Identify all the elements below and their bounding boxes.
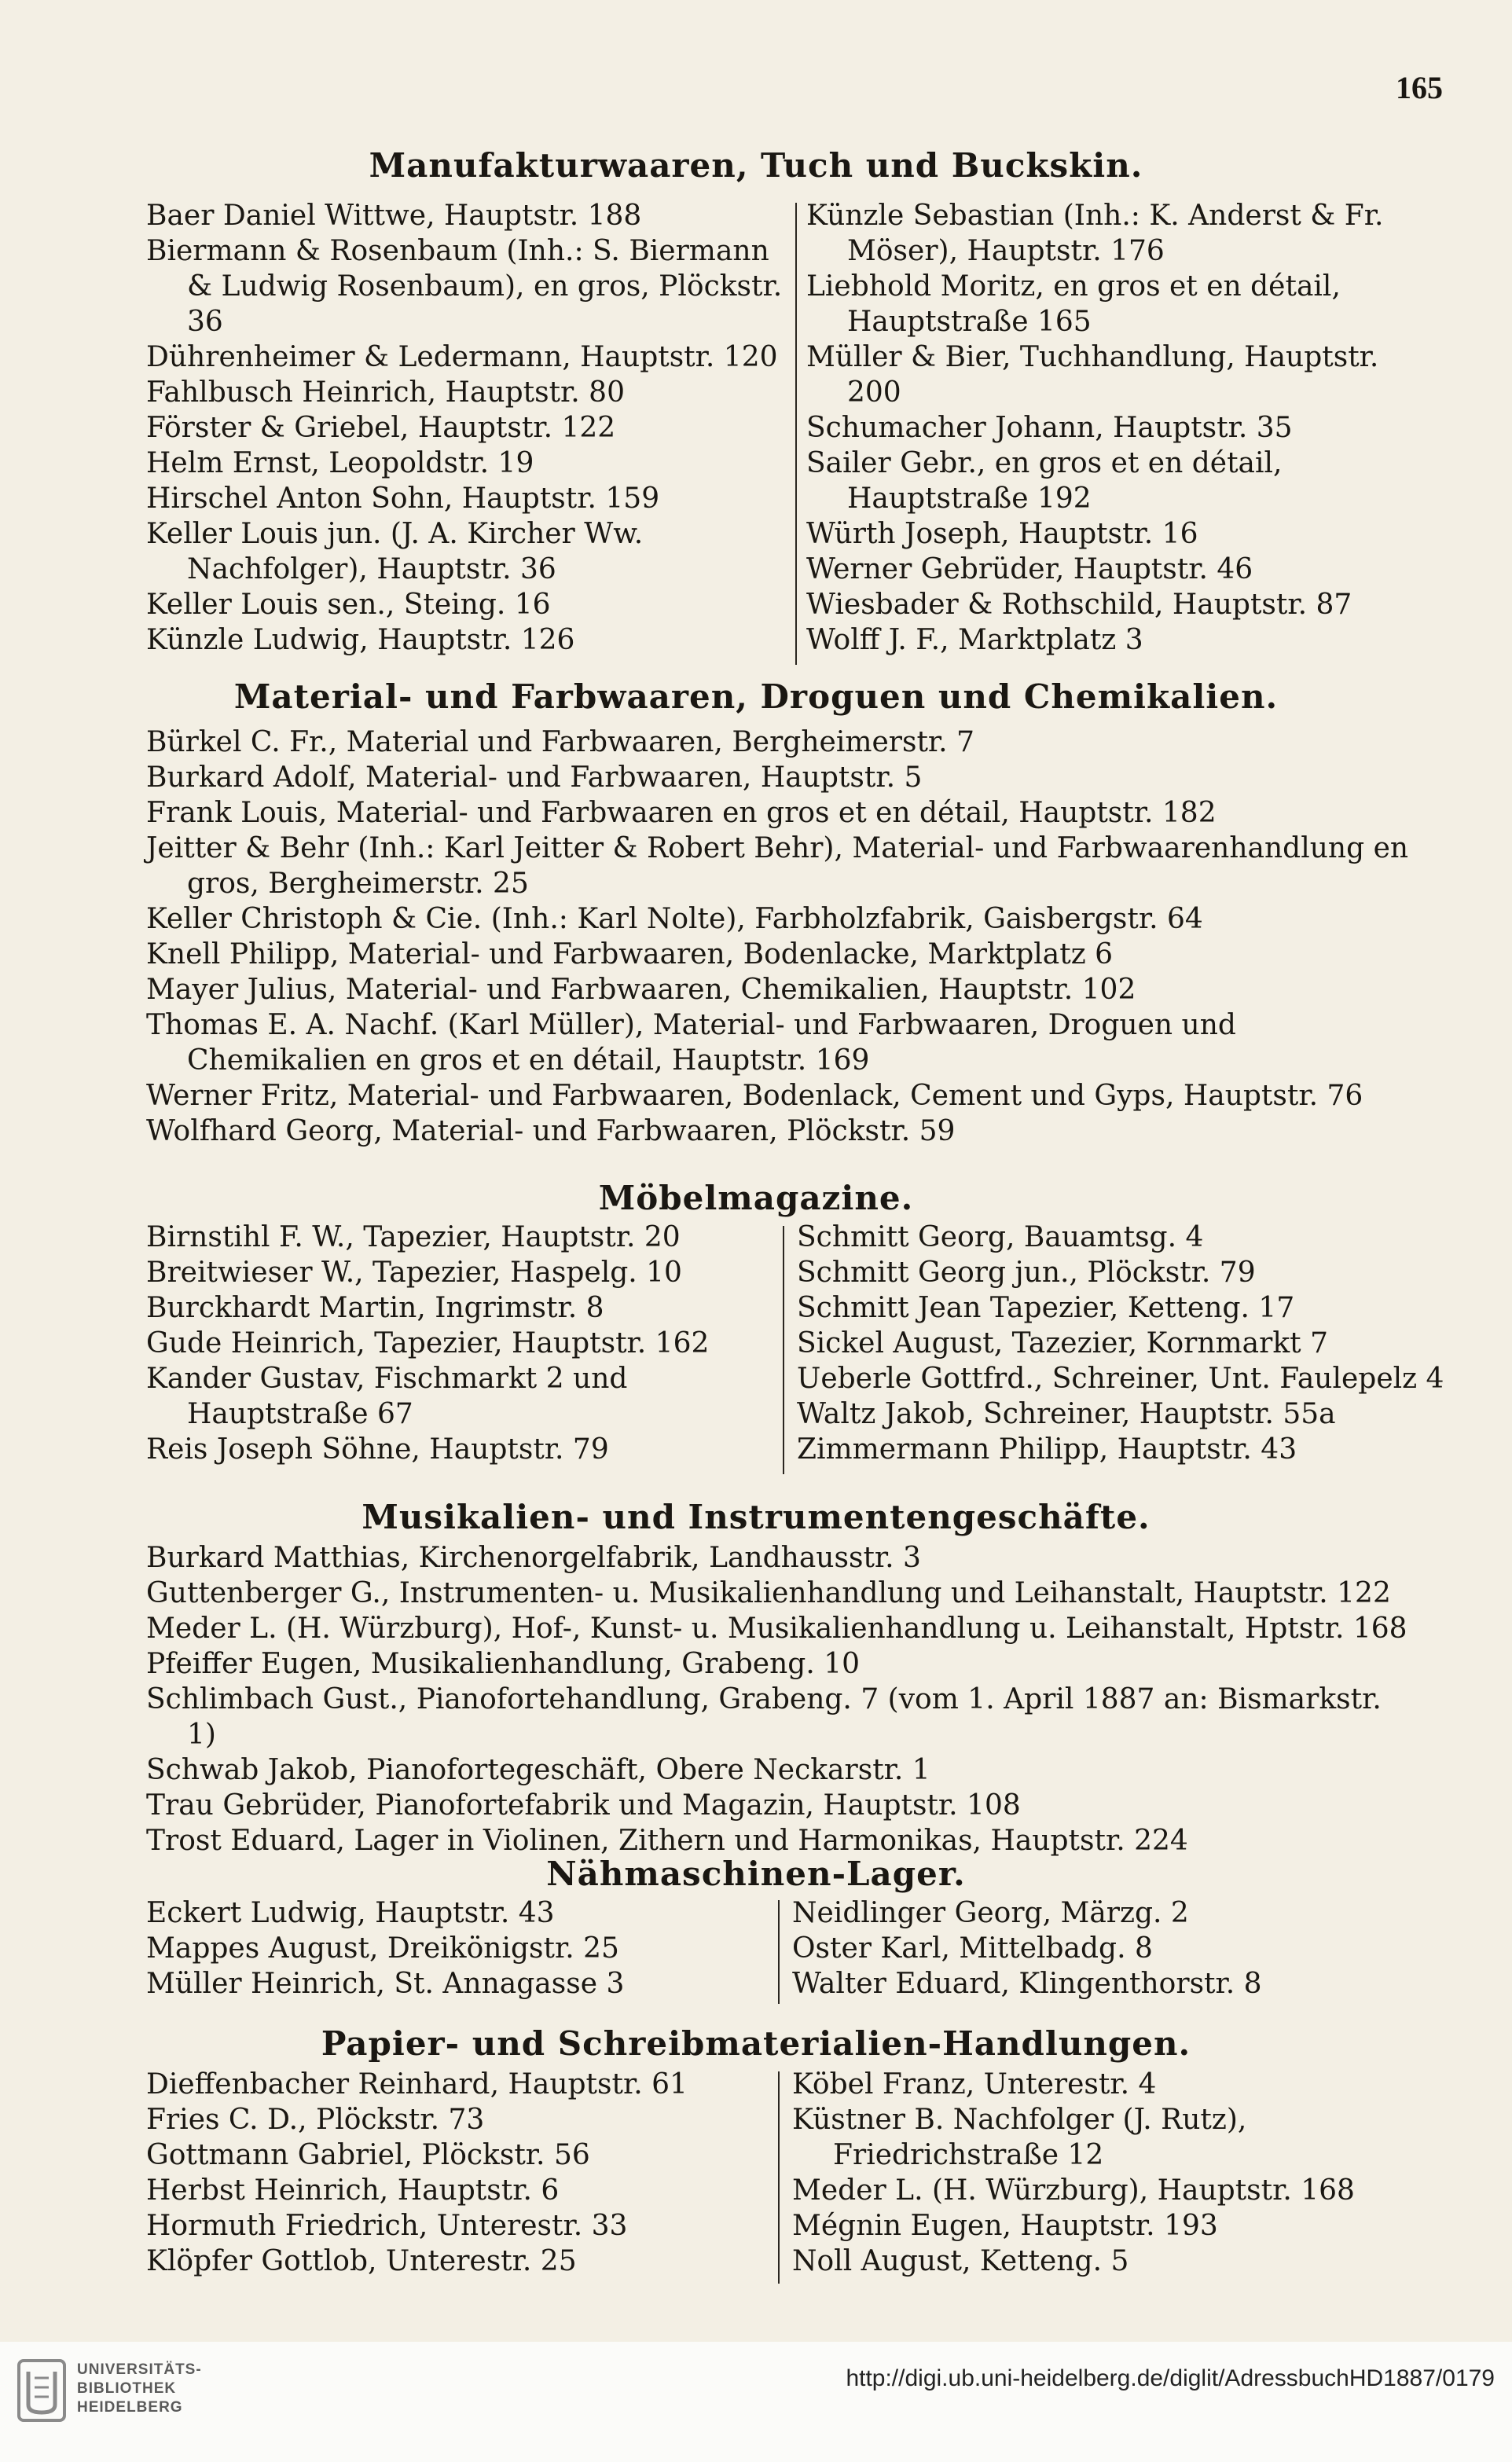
- list-item: Schumacher Johann, Hauptstr. 35: [806, 412, 1293, 444]
- list-item: Werner Fritz, Material- und Farbwaaren, Bodenlack, Cement und Gyps, Hauptstr. 76: [146, 1080, 1363, 1112]
- list-item: Burckhardt Martin, Ingrimstr. 8: [146, 1292, 604, 1324]
- material-list: [146, 725, 1419, 1149]
- list-item: Hirschel Anton Sohn, Hauptstr. 159: [146, 482, 660, 515]
- moebel-left-column: [146, 1220, 775, 1467]
- list-item: Waltz Jakob, Schreiner, Hauptstr. 55a: [797, 1398, 1336, 1430]
- naehmaschinen-right-column: [792, 1895, 1437, 2002]
- list-item: Keller Louis sen., Steing. 16: [146, 589, 551, 621]
- list-item: Baer Daniel Wittwe, Hauptstr. 188: [146, 200, 642, 232]
- list-item: Kander Gustav, Fischmarkt 2 und Hauptstraße 67: [146, 1363, 628, 1430]
- list-item: Schmitt Georg jun., Plöckstr. 79: [797, 1257, 1256, 1289]
- list-item: Meder L. (H. Würzburg), Hauptstr. 168: [792, 2174, 1355, 2207]
- library-name-line3: HEIDELBERG: [77, 2399, 183, 2416]
- column-divider: [795, 203, 797, 665]
- papier-left-column: [146, 2067, 775, 2279]
- list-item: Schmitt Jean Tapezier, Ketteng. 17: [797, 1292, 1295, 1324]
- university-seal-icon: [17, 2359, 66, 2422]
- list-item: Sickel August, Tazezier, Kornmarkt 7: [797, 1327, 1328, 1359]
- list-item: Mappes August, Dreikönigstr. 25: [146, 1932, 619, 1965]
- list-item: Noll August, Ketteng. 5: [792, 2245, 1129, 2277]
- naehmaschinen-left-column: [146, 1895, 775, 2002]
- source-url-link[interactable]: http://digi.ub.uni-heidelberg.de/diglit/AdressbuchHD1887/0179: [846, 2365, 1495, 2391]
- manufaktur-right-column: [806, 198, 1435, 658]
- list-item: Burkard Adolf, Material- und Farbwaaren, Hauptstr. 5: [146, 761, 923, 794]
- list-item: Trost Eduard, Lager in Violinen, Zithern und Harmonikas, Hauptstr. 224: [146, 1825, 1188, 1857]
- list-item: Künzle Sebastian (Inh.: K. Anderst & Fr. Möser), Hauptstr. 176: [806, 200, 1384, 267]
- list-item: Köbel Franz, Unterestr. 4: [792, 2068, 1157, 2101]
- list-item: Müller Heinrich, St. Annagasse 3: [146, 1968, 625, 2000]
- list-item: Förster & Griebel, Hauptstr. 122: [146, 412, 616, 444]
- library-footer: [0, 2342, 1512, 2462]
- list-item: Schlimbach Gust., Pianofortehandlung, Grabeng. 7 (vom 1. April 1887 an: Bismarkstr. 1): [146, 1683, 1382, 1751]
- list-item: Meder L. (H. Würzburg), Hof-, Kunst- u. Musikalienhandlung u. Leihanstalt, Hptstr. 168: [146, 1613, 1407, 1645]
- list-item: Dührenheimer & Ledermann, Hauptstr. 120: [146, 341, 778, 373]
- list-item: Ueberle Gottfrd., Schreiner, Unt. Faulepelz 4: [797, 1363, 1444, 1395]
- list-item: Helm Ernst, Leopoldstr. 19: [146, 447, 534, 479]
- list-item: Neidlinger Georg, Märzg. 2: [792, 1897, 1189, 1929]
- list-item: Birnstihl F. W., Tapezier, Hauptstr. 20: [146, 1221, 681, 1253]
- list-item: Pfeiffer Eugen, Musikalienhandlung, Grabeng. 10: [146, 1648, 861, 1680]
- list-item: Keller Louis jun. (J. A. Kircher Ww. Nachfolger), Hauptstr. 36: [146, 518, 644, 585]
- list-item: Gottmann Gabriel, Plöckstr. 56: [146, 2139, 590, 2171]
- section-title-musik: Musikalien- und Instrumentengeschäfte.: [361, 1498, 1151, 1536]
- list-item: Fahlbusch Heinrich, Hauptstr. 80: [146, 376, 625, 409]
- list-item: Trau Gebrüder, Pianofortefabrik und Magazin, Hauptstr. 108: [146, 1789, 1021, 1822]
- list-item: Würth Joseph, Hauptstr. 16: [806, 518, 1198, 550]
- list-item: Knell Philipp, Material- und Farbwaaren, Bodenlacke, Marktplatz 6: [146, 938, 1114, 970]
- list-item: Thomas E. A. Nachf. (Karl Müller), Material- und Farbwaaren, Droguen und Chemikalien en gros et en détail, Hauptstr. 169: [146, 1009, 1236, 1077]
- manufaktur-left-column: [146, 198, 783, 658]
- list-item: Eckert Ludwig, Hauptstr. 43: [146, 1897, 555, 1929]
- list-item: Keller Christoph & Cie. (Inh.: Karl Nolte), Farbholzfabrik, Gaisbergstr. 64: [146, 903, 1203, 935]
- list-item: Oster Karl, Mittelbadg. 8: [792, 1932, 1153, 1965]
- list-item: Hormuth Friedrich, Unterestr. 33: [146, 2210, 628, 2242]
- column-divider: [778, 2071, 780, 2284]
- list-item: Schwab Jakob, Pianofortegeschäft, Obere Neckarstr. 1: [146, 1754, 930, 1786]
- list-item: Bürkel C. Fr., Material und Farbwaaren, Bergheimerstr. 7: [146, 726, 974, 758]
- page-number: 165: [1396, 70, 1443, 105]
- papier-right-column: [792, 2067, 1437, 2279]
- section-title-naehmaschinen: Nähmaschinen-Lager.: [546, 1855, 966, 1893]
- list-item: Dieffenbacher Reinhard, Hauptstr. 61: [146, 2068, 688, 2101]
- list-item: Liebhold Moritz, en gros et en détail, Hauptstraße 165: [806, 270, 1341, 338]
- list-item: Wolfhard Georg, Material- und Farbwaaren, Plöckstr. 59: [146, 1115, 956, 1147]
- section-title-moebel: Möbelmagazine.: [598, 1179, 914, 1217]
- moebel-right-column: [797, 1220, 1449, 1467]
- list-item: Mayer Julius, Material- und Farbwaaren, Chemikalien, Hauptstr. 102: [146, 974, 1136, 1006]
- column-divider: [783, 1226, 784, 1474]
- list-item: Frank Louis, Material- und Farbwaaren en gros et en détail, Hauptstr. 182: [146, 797, 1217, 829]
- list-item: Küstner B. Nachfolger (J. Rutz), Friedrichstraße 12: [792, 2104, 1247, 2171]
- list-item: Schmitt Georg, Bauamtsg. 4: [797, 1221, 1204, 1253]
- list-item: Fries C. D., Plöckstr. 73: [146, 2104, 485, 2136]
- list-item: Müller & Bier, Tuchhandlung, Hauptstr. 200: [806, 341, 1379, 409]
- list-item: Jeitter & Behr (Inh.: Karl Jeitter & Robert Behr), Material- und Farbwaarenhandlung en gros, Bergheimerstr. 25: [146, 832, 1409, 900]
- list-item: Wolff J. F., Marktplatz 3: [806, 624, 1143, 656]
- list-item: Klöpfer Gottlob, Unterestr. 25: [146, 2245, 577, 2277]
- library-name: [77, 2361, 202, 2417]
- list-item: Reis Joseph Söhne, Hauptstr. 79: [146, 1433, 609, 1466]
- library-logo[interactable]: [17, 2351, 229, 2445]
- list-item: Burkard Matthias, Kirchenorgelfabrik, Landhausstr. 3: [146, 1542, 921, 1574]
- list-item: Mégnin Eugen, Hauptstr. 193: [792, 2210, 1218, 2242]
- list-item: Zimmermann Philipp, Hauptstr. 43: [797, 1433, 1297, 1466]
- list-item: Wiesbader & Rothschild, Hauptstr. 87: [806, 589, 1352, 621]
- column-divider: [778, 1900, 780, 2004]
- list-item: Sailer Gebr., en gros et en détail, Hauptstraße 192: [806, 447, 1283, 515]
- list-item: Gude Heinrich, Tapezier, Hauptstr. 162: [146, 1327, 710, 1359]
- list-item: Breitwieser W., Tapezier, Haspelg. 10: [146, 1257, 682, 1289]
- section-title-manufaktur: Manufakturwaaren, Tuch und Buckskin.: [369, 146, 1143, 185]
- list-item: Biermann & Rosenbaum (Inh.: S. Biermann & Ludwig Rosenbaum), en gros, Plöckstr. 36: [146, 235, 783, 338]
- section-title-papier: Papier- und Schreibmaterialien-Handlungen.: [321, 2024, 1191, 2063]
- list-item: Herbst Heinrich, Hauptstr. 6: [146, 2174, 560, 2207]
- list-item: Künzle Ludwig, Hauptstr. 126: [146, 624, 575, 656]
- list-item: Walter Eduard, Klingenthorstr. 8: [792, 1968, 1262, 2000]
- list-item: Guttenberger G., Instrumenten- u. Musikalienhandlung und Leihanstalt, Hauptstr. 122: [146, 1577, 1391, 1609]
- library-name-line1: UNIVERSITÄTS-: [77, 2361, 202, 2378]
- musik-list: [146, 1540, 1419, 1858]
- library-name-line2: BIBLIOTHEK: [77, 2380, 177, 2397]
- list-item: Werner Gebrüder, Hauptstr. 46: [806, 553, 1253, 585]
- section-title-material: Material- und Farbwaaren, Droguen und Chemikalien.: [233, 677, 1279, 716]
